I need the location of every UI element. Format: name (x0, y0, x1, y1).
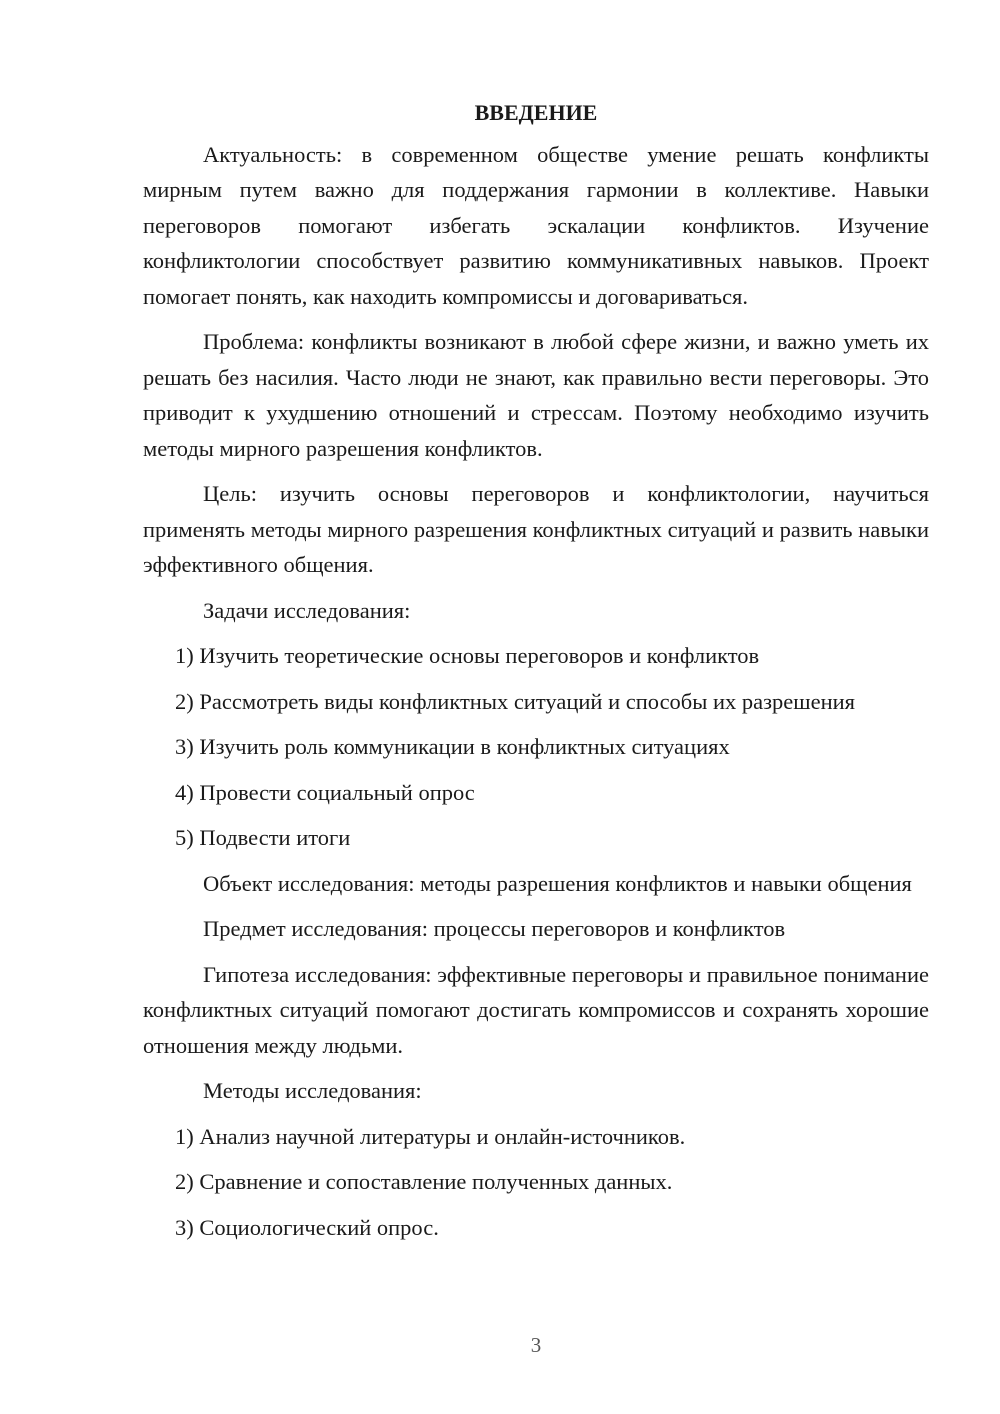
subject-paragraph: Предмет исследования: процессы переговоров и конфликтов (203, 916, 786, 941)
method-item: 2) Сравнение и сопоставление полученных данных. (175, 1169, 673, 1194)
section-title: ВВЕДЕНИЕ (474, 100, 598, 125)
method-item: 1) Анализ научной литературы и онлайн-источников. (175, 1123, 686, 1149)
task-item: 5) Подвести итоги (175, 825, 351, 850)
relevance-paragraph: Актуальность: в современном обществе умение решать конфликты мирным путем важно для поддержания гармонии в коллективе. Навыки переговоров помогают избегать эскалации конфликтов. Изучение конфликтологии способствует развитию коммуникативных навыков. Проект помогает понять, как находить компромиссы и договариваться. (143, 141, 929, 309)
task-item: 1) Изучить теоретические основы переговоров и конфликтов (175, 643, 760, 668)
problem-paragraph: Проблема: конфликты возникают в любой сфере жизни, и важно уметь их решать без насилия. Часто люди не знают, как правильно вести переговоры. Это приводит к ухудшению отношений и стрессам. Поэтому необходимо изучить методы мирного разрешения конфликтов. (143, 329, 929, 461)
task-item: 2) Рассмотреть виды конфликтных ситуаций и способы их разрешения (175, 688, 856, 714)
object-paragraph: Объект исследования: методы разрешения конфликтов и навыки общения (203, 870, 912, 896)
hypothesis-paragraph: Гипотеза исследования: эффективные переговоры и правильное понимание конфликтных ситуаций помогают достигать компромиссов и сохранять хорошие отношения между людьми. (143, 961, 929, 1058)
task-item: 3) Изучить роль коммуникации в конфликтных ситуациях (175, 734, 730, 759)
task-item: 4) Провести социальный опрос (175, 779, 475, 805)
method-item: 3) Социологический опрос. (175, 1214, 439, 1240)
document-body (143, 95, 929, 1255)
goal-paragraph: Цель: изучить основы переговоров и конфликтологии, научиться применять методы мирного разрешения конфликтных ситуаций и развить навыки эффективного общения. (143, 481, 929, 577)
tasks-heading: Задачи исследования: (203, 597, 411, 623)
methods-heading: Методы исследования: (203, 1078, 422, 1103)
page-number: 3 (530, 1333, 542, 1357)
